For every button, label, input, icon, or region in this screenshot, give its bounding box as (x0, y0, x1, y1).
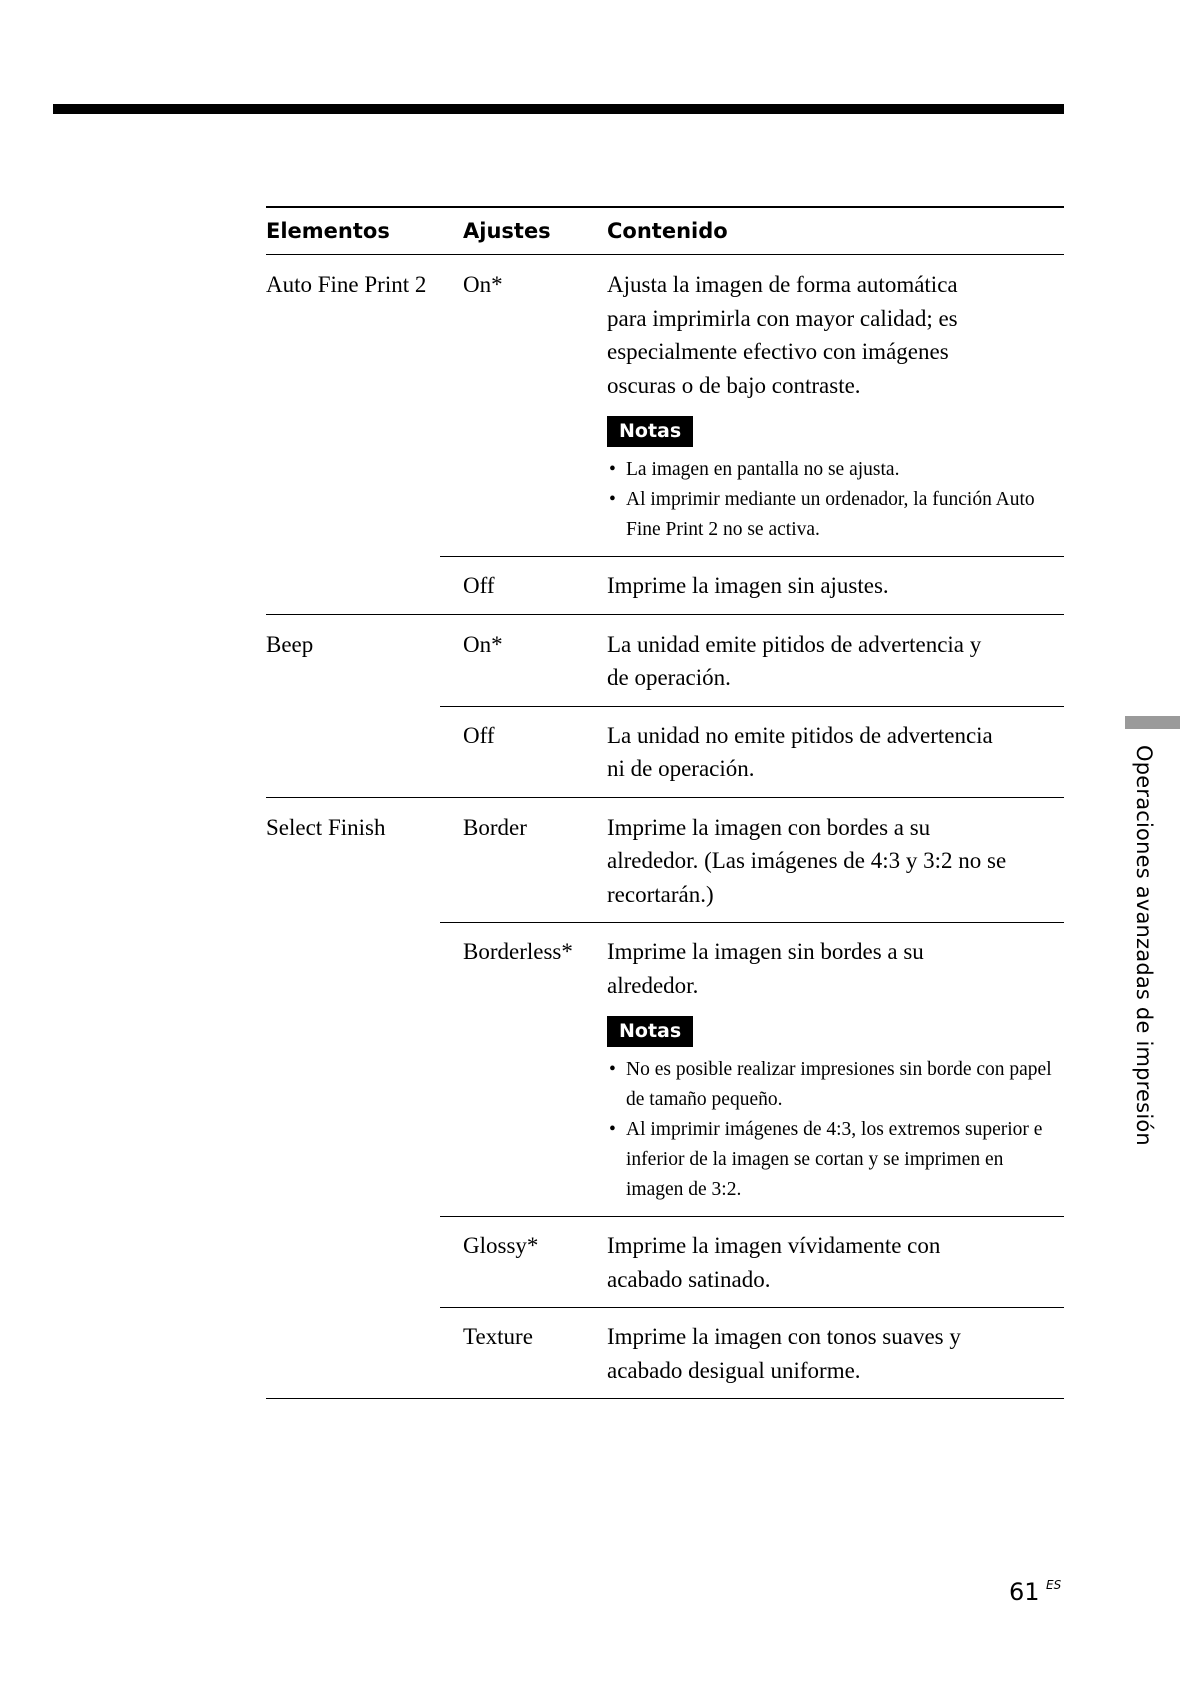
content-line: alrededor. (607, 972, 699, 998)
note-item: • Al imprimir imágenes de 4:3, los extremos superior e inferior de la imagen se cortan y se imprimen en imagen de 3:2. (607, 1115, 1064, 1205)
setting-value: Border (463, 814, 527, 840)
content-cell (607, 1307, 1064, 1398)
setting-value: Off (463, 722, 495, 748)
content-line: acabado desigual uniforme. (607, 1357, 861, 1383)
header-ajustes: Ajustes (463, 219, 551, 243)
content-cell (607, 255, 1064, 556)
section-tab-marker (1125, 716, 1180, 729)
table-row (463, 556, 1064, 614)
page-language-code: ES (1046, 1578, 1062, 1592)
content-line: acabado satinado. (607, 1266, 771, 1292)
notes-list (607, 455, 1064, 545)
page-number: 61 (1009, 1578, 1040, 1606)
table-group-auto-fine-print (266, 255, 1064, 615)
table-header-row (266, 208, 1064, 255)
note-item: • La imagen en pantalla no se ajusta. (607, 455, 1064, 485)
content-line: ni de operación. (607, 756, 755, 781)
content-cell (607, 556, 1064, 614)
setting-value: Glossy* (463, 1233, 539, 1258)
content-line: de operación. (607, 665, 731, 690)
content-cell (607, 922, 1064, 1216)
content-line: oscuras o de bajo contraste. (607, 372, 861, 398)
top-rule (53, 104, 1064, 114)
content-line: Imprime la imagen sin bordes a su (607, 939, 924, 964)
notes-badge: Notas (607, 1016, 693, 1047)
note-item: • No es posible realizar impresiones sin borde con papel de tamaño pequeño. (607, 1055, 1064, 1115)
table-group-select-finish (266, 798, 1064, 1400)
table-group-beep (266, 615, 1064, 798)
table-row (463, 615, 1064, 706)
content-line: Imprime la imagen vívidamente con (607, 1233, 941, 1258)
notes-list (607, 1055, 1064, 1205)
table-row (463, 1216, 1064, 1307)
content-cell (607, 1216, 1064, 1307)
setting-value: Texture (463, 1324, 533, 1349)
content-line: La unidad emite pitidos de advertencia y (607, 631, 982, 657)
note-item: • Al imprimir mediante un ordenador, la función Auto Fine Print 2 no se activa. (607, 485, 1064, 545)
header-elementos: Elementos (266, 219, 390, 243)
item-name: Select Finish (266, 814, 386, 840)
table-row (463, 922, 1064, 1216)
setting-value: On* (463, 272, 503, 297)
content-line: alrededor. (Las imágenes de 4:3 y 3:2 no se (607, 848, 1007, 873)
notes-badge: Notas (607, 416, 693, 447)
content-cell (607, 798, 1064, 923)
content-cell (607, 615, 1064, 706)
content-cell (607, 706, 1064, 797)
setting-value: Off (463, 573, 495, 598)
content-line: recortarán.) (607, 881, 714, 907)
content-line: Ajusta la imagen de forma automática (607, 272, 958, 297)
content-line: Imprime la imagen sin ajustes. (607, 573, 889, 598)
item-name: Auto Fine Print 2 (266, 272, 427, 297)
section-side-label: Operaciones avanzadas de impresión (1132, 745, 1156, 1146)
setting-value: Borderless* (463, 939, 573, 964)
table-row (463, 255, 1064, 556)
content-line: Imprime la imagen con bordes a su (607, 814, 931, 840)
table-row (463, 798, 1064, 923)
item-name: Beep (266, 631, 314, 657)
content-line: La unidad no emite pitidos de advertencia (607, 722, 993, 748)
settings-table (266, 206, 1064, 1399)
content-line: Imprime la imagen con tonos suaves y (607, 1324, 961, 1349)
table-row (463, 706, 1064, 797)
content-line: especialmente efectivo con imágenes (607, 339, 949, 364)
content-line: para imprimirla con mayor calidad; es (607, 305, 958, 331)
header-contenido: Contenido (607, 219, 728, 243)
table-row (463, 1307, 1064, 1398)
setting-value: On* (463, 631, 503, 657)
